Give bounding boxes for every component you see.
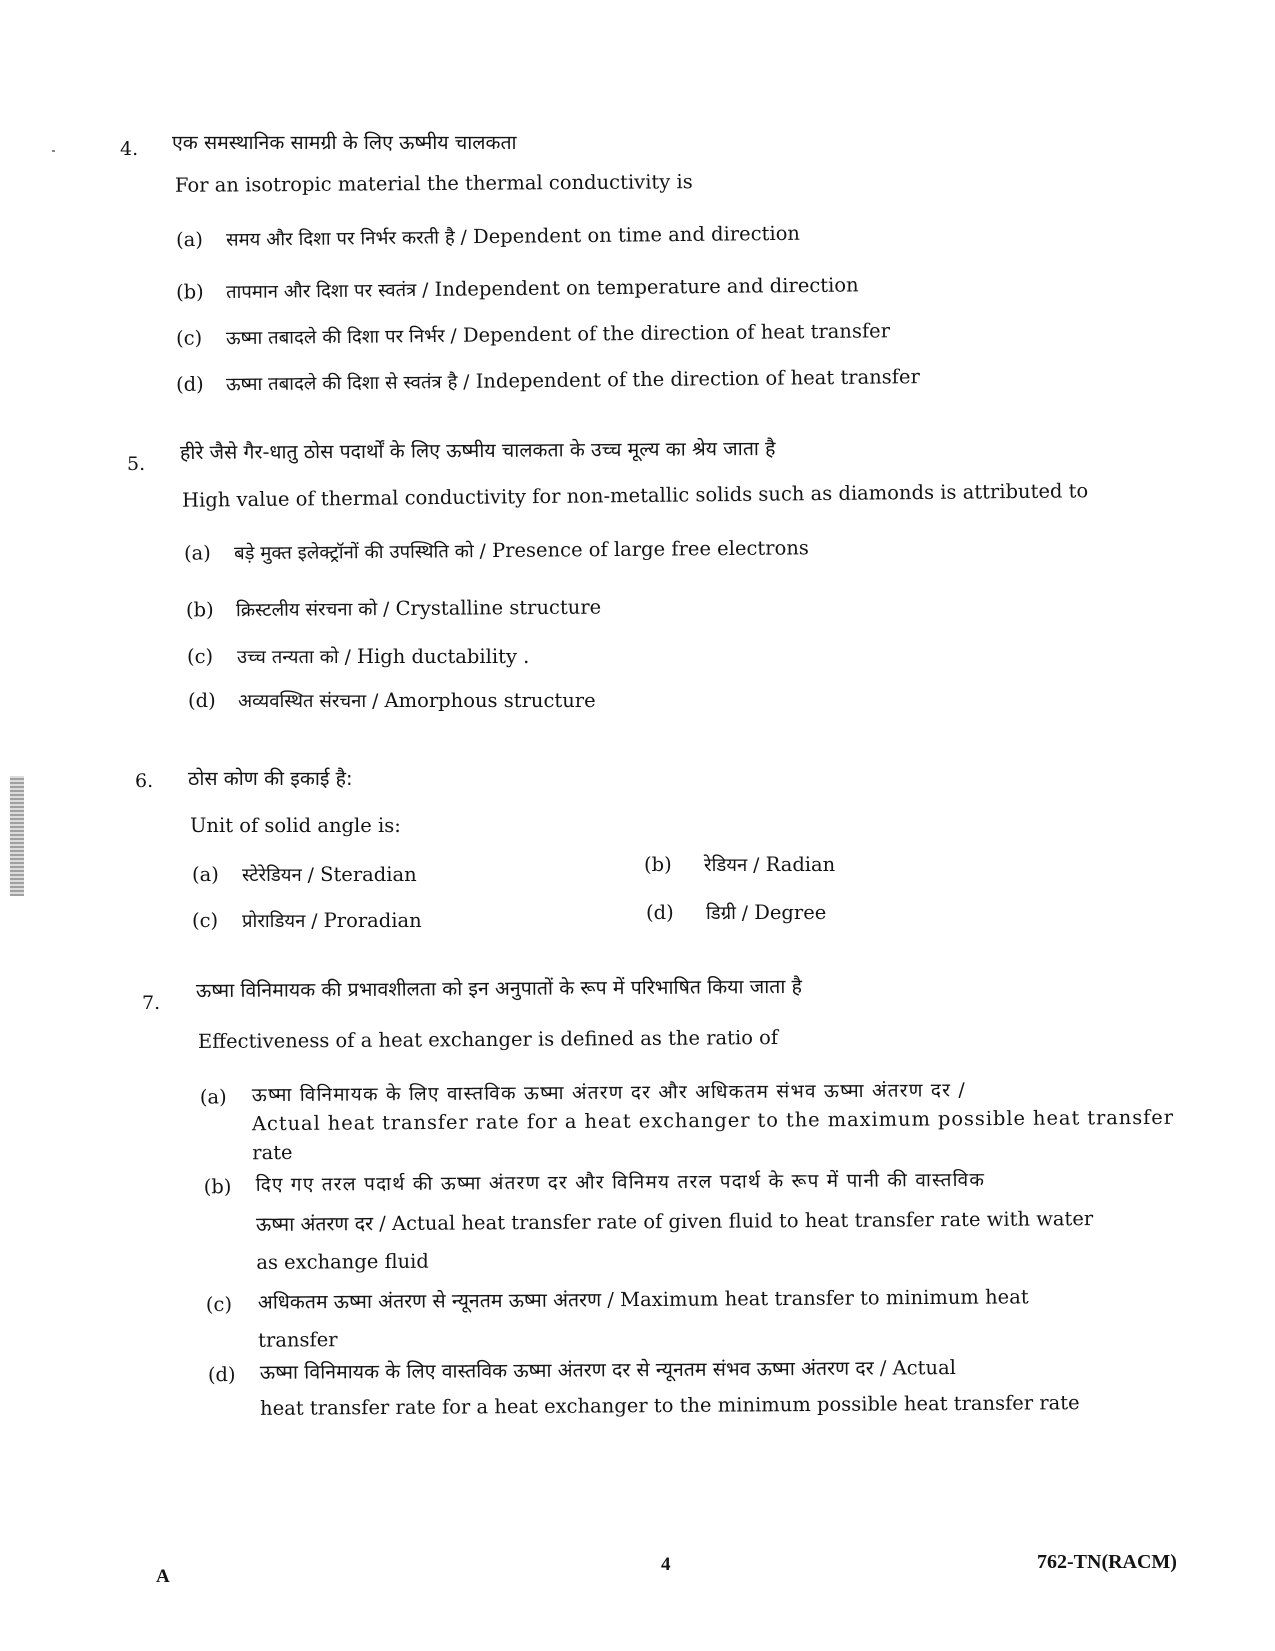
question-hindi: एक समस्थानिक सामग्री के लिए ऊष्मीय चालकता xyxy=(172,131,517,154)
scan-artifact-strip xyxy=(10,776,24,896)
option-a: (a) समय और दिशा पर निर्भर करती है / Dependent on time and direction xyxy=(175,221,801,252)
option-c: (c) प्रोराडियन / Proradian xyxy=(192,909,422,932)
question-english: High value of thermal conductivity for non-metallic solids such as diamonds is attributed to xyxy=(181,479,1089,512)
question-number: 4. xyxy=(120,138,139,160)
question-hindi: ठोस कोण की इकाई है: xyxy=(188,767,353,790)
question-english: For an isotropic material the thermal conductivity is xyxy=(174,170,693,197)
option-b: (b) क्रिस्टलीय संरचना को / Crystalline structure xyxy=(185,595,602,622)
option-c: (c) उच्च तन्यता को / High ductability . xyxy=(187,645,530,668)
option-a: (a) बड़े मुक्त इलेक्ट्रॉनों की उपस्थिति को / Presence of large free electrons xyxy=(183,536,809,565)
option-a: (a) ऊष्मा विनिमायक के लिए वास्तविक ऊष्मा अंतरण दर और अधिकतम संभव ऊष्मा अंतरण दर / Actual heat transfer rate for a heat exchanger to the maximum possible heat transfer rate xyxy=(199,1079,1174,1165)
question-hindi: ऊष्मा विनिमायक की प्रभावशीलता को इन अनुपातों के रूप में परिभाषित किया जाता है xyxy=(195,974,803,1003)
option-b: (b) तापमान और दिशा पर स्वतंत्र / Independent on temperature and direction xyxy=(175,273,859,304)
option-d: (d) अव्यवस्थित संरचना / Amorphous structure xyxy=(188,689,596,712)
option-d: (d) ऊष्मा विनिमायक के लिए वास्तविक ऊष्मा अंतरण दर से न्यूनतम संभव ऊष्मा अंतरण दर / Actual heat transfer rate for a heat exchanger to the minimum possible heat transfer rate xyxy=(207,1356,1080,1420)
page-number: 4 xyxy=(661,1554,671,1575)
option-a: (a) स्टेरेडियन / Steradian xyxy=(192,863,417,886)
option-c: (c) अधिकतम ऊष्मा अंतरण से न्यूनतम ऊष्मा अंतरण / Maximum heat transfer to minimum heat transfer xyxy=(205,1285,1029,1352)
question-number: 5. xyxy=(127,453,146,475)
option-d: (d) डिग्री / Degree xyxy=(646,901,827,924)
paper-code: 762-TN(RACM) xyxy=(1037,1551,1177,1573)
scan-speck xyxy=(52,150,55,152)
option-b: (b) दिए गए तरल पदार्थ की ऊष्मा अंतरण दर और विनिमय तरल पदार्थ के रूप में पानी की वास्तविक ऊष्मा अंतरण दर / Actual heat transfer rate of given fluid to heat transfer rate with water as exchange fluid xyxy=(203,1168,1094,1274)
series-code: A xyxy=(156,1566,170,1587)
question-hindi: हीरे जैसे गैर-धातु ठोस पदार्थों के लिए ऊष्मीय चालकता के उच्च मूल्य का श्रेय जाता है xyxy=(179,436,776,465)
question-number: 7. xyxy=(142,992,161,1014)
option-c: (c) ऊष्मा तबादले की दिशा पर निर्भर / Dependent of the direction of heat transfer xyxy=(175,319,891,350)
option-b: (b) रेडियन / Radian xyxy=(644,853,836,876)
question-number: 6. xyxy=(135,770,154,792)
question-english: Unit of solid angle is: xyxy=(190,814,401,837)
option-d: (d) ऊष्मा तबादले की दिशा से स्वतंत्र है / Independent of the direction of heat transfer xyxy=(175,365,920,396)
question-english: Effectiveness of a heat exchanger is defined as the ratio of xyxy=(197,1025,779,1054)
